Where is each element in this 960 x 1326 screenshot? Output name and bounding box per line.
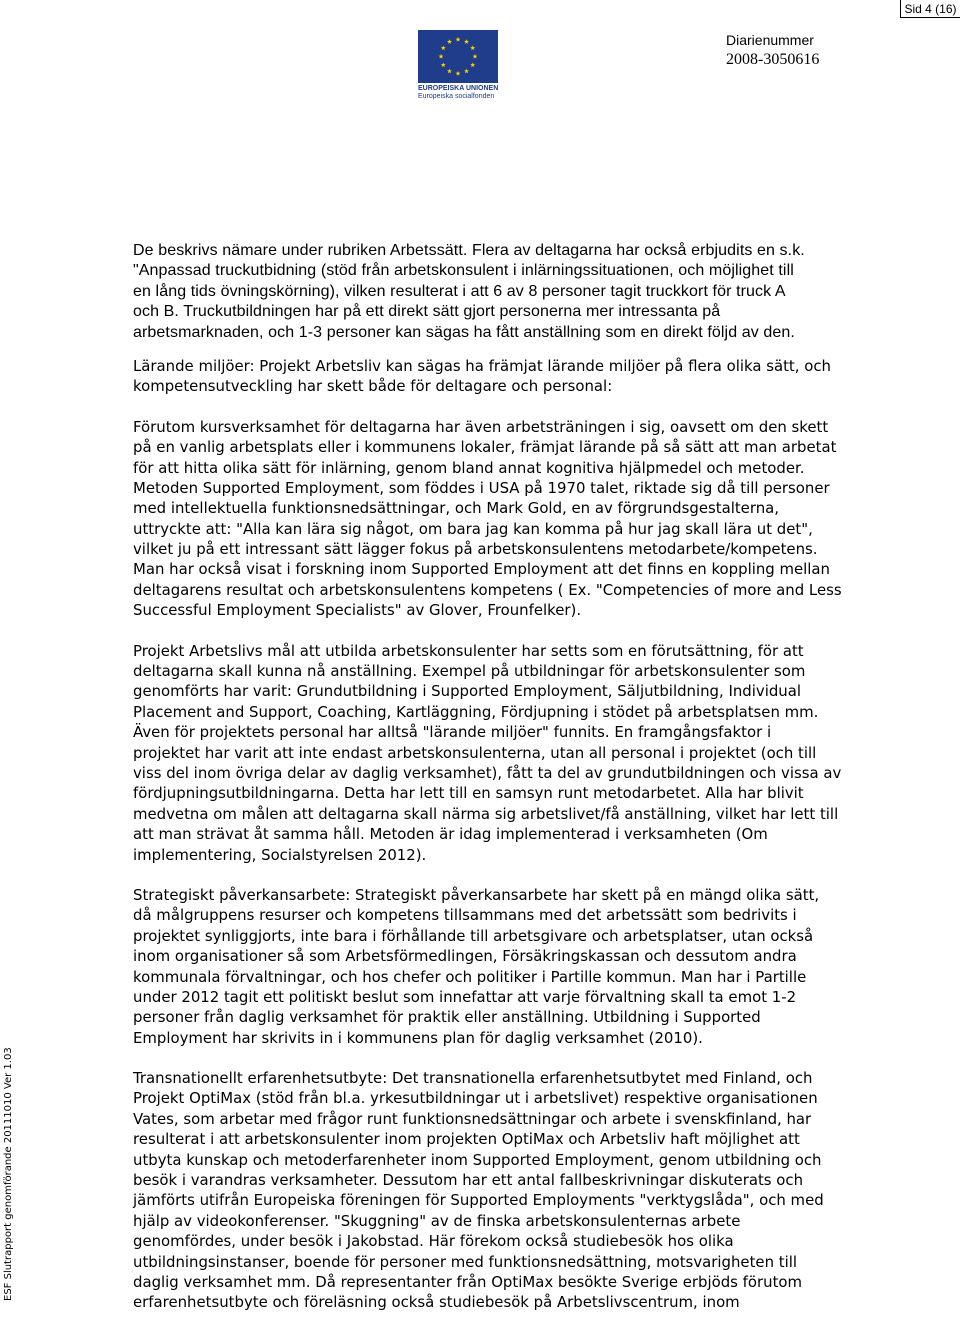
text-line: erfarenhetsutbyte och föreläsning också studiebesök på Arbetslivscentrum, inom	[133, 1293, 740, 1312]
text-line: för att hitta olika sätt för inlärning, genom bland annat kognitiva hjälpmedel och metoder.	[133, 458, 805, 477]
text-line: då målgruppens resurser och kompetens tillsammans med det arbetssätt som bedrivits i	[133, 906, 797, 925]
text-line: på en vanlig arbetsplats eller i kommunens lokaler, främjat lärande på så sätt att man arbetat	[133, 438, 837, 457]
text-line: deltagarna skall kunna nå anställning. Exempel på utbildningar för arbetskonsulenter som	[133, 662, 806, 681]
paragraph-strategic-influence	[133, 885, 948, 1048]
page-number: Sid 4 (16)	[900, 0, 960, 18]
text-line: genomfördes, under besök i Jakobstad. Här förekom också studiebesök hos olika	[133, 1232, 734, 1251]
diarie-number: 2008-3050616	[726, 51, 820, 68]
text-line: Placement and Support, Coaching, Kartläggning, Fördjupning i stödet på arbetsplatsen mm.	[133, 702, 819, 721]
paragraph-consultant-training	[133, 641, 948, 865]
text-line: Förutom kursverksamhet för deltagarna har även arbetsträningen i sig, oavsett om den skett	[133, 417, 829, 436]
text-line: Successful Employment Specialists" av Glover, Frounfelker).	[133, 601, 582, 620]
text-line: Employment har skrivits in i kommunens plan för daglig verksamhet (2010).	[133, 1028, 703, 1047]
text-line: Även för projektets personal har alltså "lärande miljöer" funnits. En framgångsfaktor i	[133, 723, 772, 742]
text-line: kompetensutveckling har skett både för deltagare och personal:	[133, 377, 613, 396]
text-line: hjälp av videokonferenser. "Skuggning" av de finska arbetskonsulenternas arbete	[133, 1211, 741, 1230]
paragraph-supported-employment	[133, 417, 948, 621]
document-body	[133, 241, 948, 1313]
paragraph-truck-training	[133, 241, 948, 343]
text-line: Transnationellt erfarenhetsutbyte: Det transnationella erfarenhetsutbytet med Finland, och	[133, 1069, 813, 1088]
text-line: uttryckte att: "Alla kan lära sig något, om bara jag kan komma på hur jag skall lära ut det",	[133, 519, 813, 538]
text-line: projektet har varit att inte endast arbetskonsulenterna, utan all personal i projektet (och till	[133, 743, 817, 762]
eu-flag-icon	[418, 30, 498, 83]
text-line: projektet synliggjorts, inte bara i förhållande till arbetsgivare och arbetsplatser, utan också	[133, 926, 814, 945]
text-line: Metoden Supported Employment, som föddes i USA på 1970 talet, riktade sig då till personer	[133, 478, 830, 497]
text-line: en lång tids övningskörning), vilken resulterat i att 6 av 8 personer tagit truckkort för truck A	[133, 282, 786, 300]
text-line: medvetna om målen att deltagarna skall närma sig arbetslivet/få anställning, vilket har lett till	[133, 804, 839, 823]
text-line: Projekt OptiMax (stöd från bl.a. yrkesutbildningar ut i arbetslivet) respektive organisationen	[133, 1089, 818, 1108]
text-line: inom organisationer så som Arbetsförmedlingen, Försäkringskassan och dessutom andra	[133, 947, 797, 966]
text-line: Vates, som arbetar med frågor runt funktionsnedsättningar och arbete i svenskfinland, har	[133, 1109, 812, 1128]
text-line: utbyta kunskap och metoderfarenheter inom Supported Employment, genom utbildning och	[133, 1150, 822, 1169]
text-line: vilket ju på ett intressant sätt lägger fokus på arbetskonsulentens metodarbete/kompetens.	[133, 540, 818, 559]
text-line: jämförts utifrån Europeiska föreningen för Supported Employments "verktygslåda", och med	[133, 1191, 824, 1210]
side-footer-label: ESF Slutrapport genomförande 20111010 Ver 1.03	[3, 1047, 14, 1301]
text-line: utbildningsinstanser, boende för personer med funktionsnedsättning, motsvarigheten till	[133, 1252, 797, 1271]
text-line: fördjupningsutbildningarna. Detta har lett till en samsyn runt metodarbetet. Alla har blivit	[133, 784, 804, 803]
text-line: personer från daglig verksamhet för praktik eller anställning. Utbildning i Supported	[133, 1008, 761, 1027]
text-line: Projekt Arbetslivs mål att utbilda arbetskonsulenter har setts som en förutsättning, för att	[133, 641, 804, 660]
diarie-label: Diarienummer	[726, 32, 814, 48]
text-line: kommunala förvaltningar, och hos chefer och politiker i Partille kommun. Man har i Partille	[133, 967, 807, 986]
diarie-block	[726, 31, 819, 71]
text-line: genomförts har varit: Grundutbildning i Supported Employment, Säljutbildning, Individual	[133, 682, 801, 701]
eu-logo	[418, 30, 498, 100]
text-line: daglig verksamhet mm. Då representanter från OptiMax besökte Sverige erbjöds förutom	[133, 1272, 803, 1291]
eu-logo-line1: EUROPEISKA UNIONEN	[418, 85, 499, 92]
text-line: och B. Truckutbildningen har på ett direkt sätt gjort personerna mer intressanta på	[133, 303, 721, 321]
text-line: Strategiskt påverkansarbete: Strategiskt påverkansarbete har skett på en mängd olika sätt,	[133, 885, 820, 904]
text-line: implementering, Socialstyrelsen 2012).	[133, 845, 427, 864]
text-line: Lärande miljöer: Projekt Arbetsliv kan sägas ha främjat lärande miljöer på flera olika sätt, och	[133, 356, 831, 375]
text-line: att man strävat åt samma håll. Metoden är idag implementerad i verksamheten (Om	[133, 825, 768, 844]
text-line: "Anpassad truckutbidning (stöd från arbetskonsulent i inlärningssituationen, och möjlighet till	[133, 262, 794, 280]
text-line: deltagarens resultat och arbetskonsulentens kompetens ( Ex. "Competencies of more and Less	[133, 580, 842, 599]
text-line: besök i varandras verksamheter. Dessutom har ett antal fallbeskrivningar diskuterats och	[133, 1171, 804, 1190]
paragraph-learning-environments	[133, 356, 948, 397]
text-line: arbetsmarknaden, och 1-3 personer kan sägas ha fått anställning som en direkt följd av den.	[133, 323, 795, 341]
text-line: De beskrivs nämare under rubriken Arbetssätt. Flera av deltagarna har också erbjudits en s.k.	[133, 242, 805, 259]
eu-logo-line2: Europeiska socialfonden	[418, 93, 495, 100]
text-line: viss del inom övriga delar av daglig verksamhet), fått ta del av grundutbildningen och vissa av	[133, 763, 842, 782]
text-line: under 2012 tagit ett politiskt beslut som innefattar att varje förvaltning skall ta emot 1-2	[133, 987, 797, 1006]
text-line: Man har också visat i forskning inom Supported Employment att det finns en koppling mellan	[133, 560, 830, 579]
text-line: resulterat i att arbetskonsulenter inom projekten OptiMax och Arbetsliv haft möjlighet att	[133, 1130, 800, 1149]
paragraph-transnational-exchange	[133, 1068, 948, 1313]
text-line: med intellektuella funktionsnedsättningar, och Mark Gold, en av förgrundsgestalterna,	[133, 499, 779, 518]
